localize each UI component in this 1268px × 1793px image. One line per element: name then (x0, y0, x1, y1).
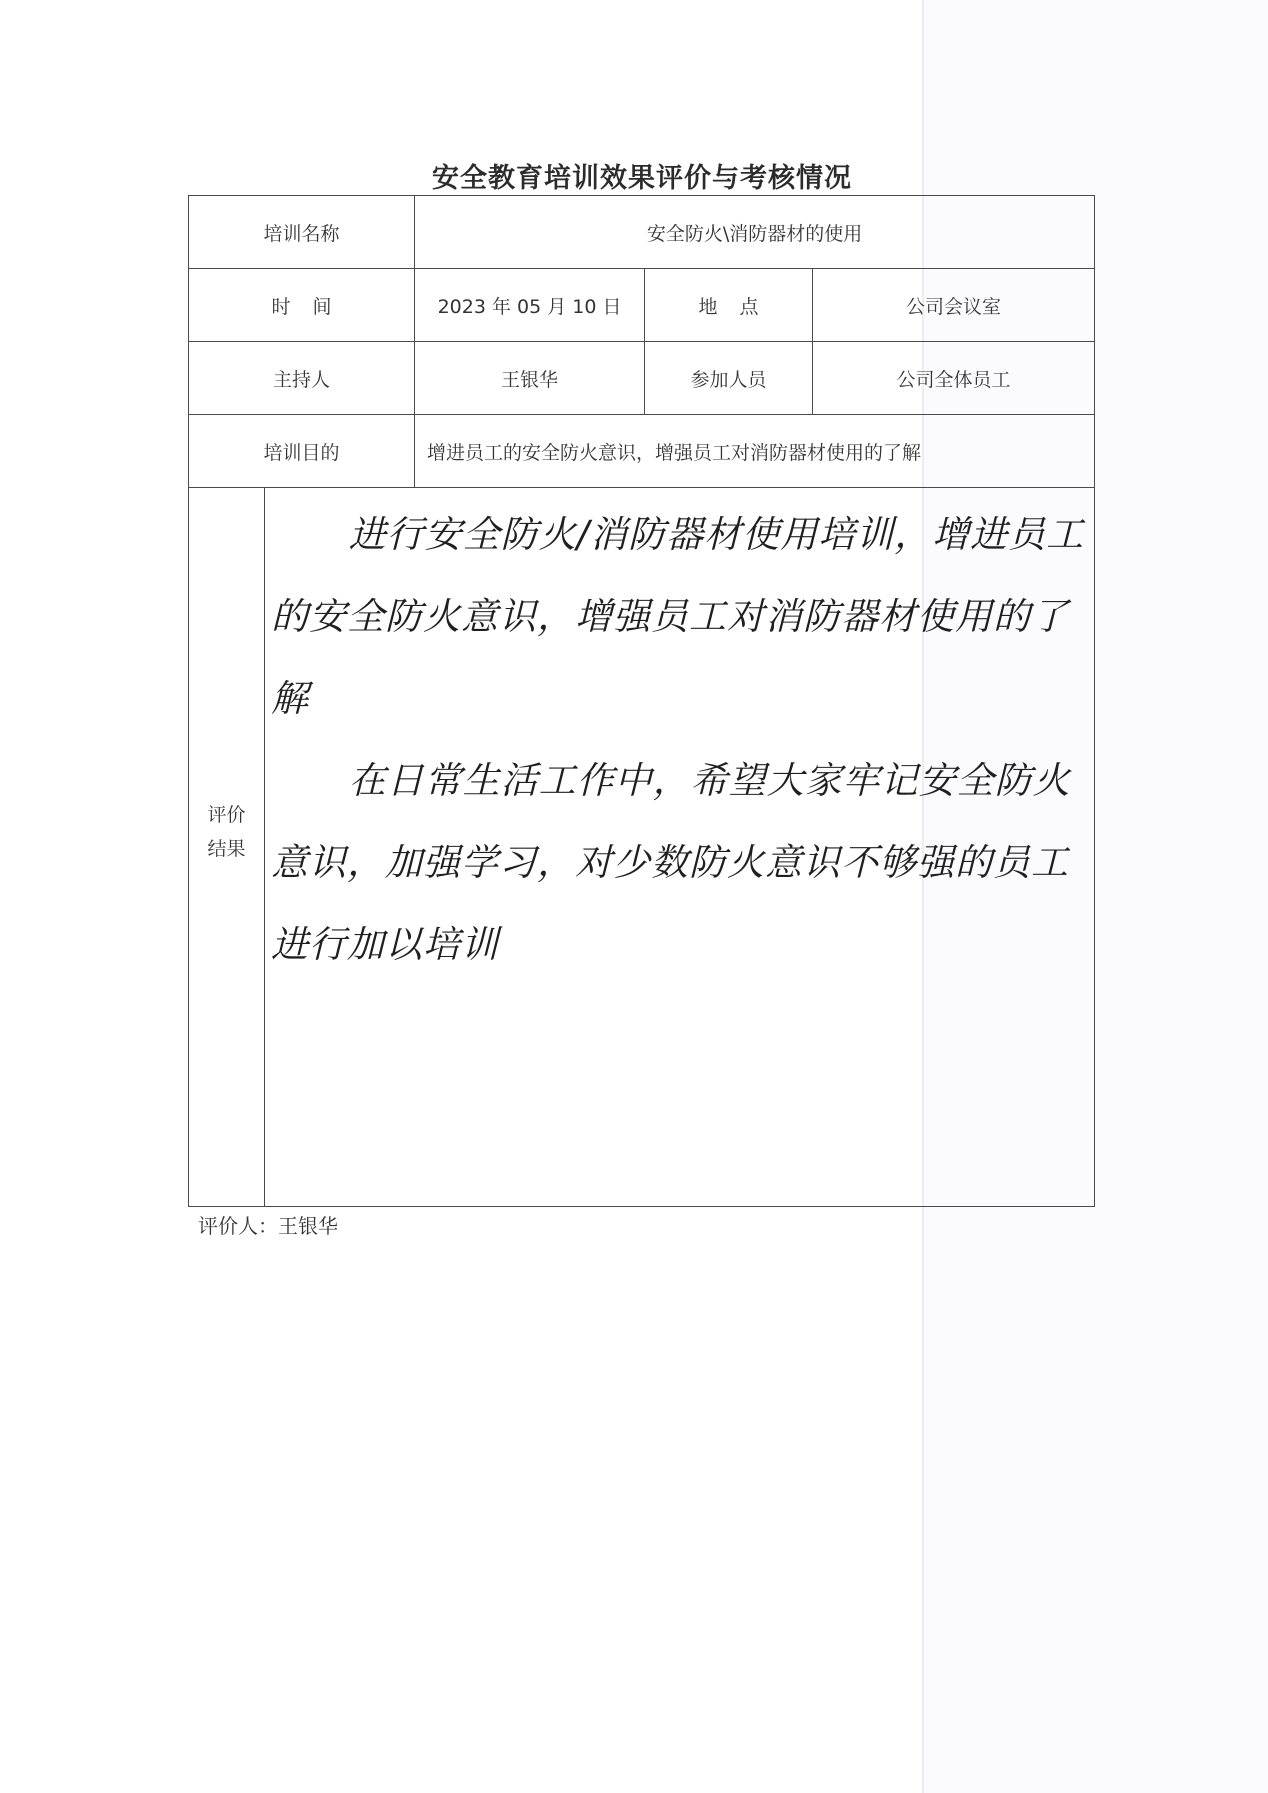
handwritten-paragraph-2: 在日常生活工作中，希望大家牢记安全防火意识，加强学习，对少数防火意识不够强的员工进行加以培训 (271, 759, 1071, 966)
training-name-value: 安全防火\消防器材的使用 (415, 196, 1095, 269)
host-label: 主持人 (189, 342, 415, 415)
participants-value: 公司全体员工 (813, 342, 1095, 415)
evaluation-result-area (265, 488, 1095, 1207)
evaluator-line (198, 1210, 338, 1239)
document-title: 安全教育培训效果评价与考核情况 (432, 163, 852, 194)
row-purpose (189, 415, 1095, 488)
evaluation-label-line1: 评价 (207, 804, 246, 826)
row-evaluation (189, 488, 1095, 1207)
time-value: 2023 年 05 月 10 日 (415, 269, 645, 342)
row-training-name (189, 196, 1095, 269)
time-label: 时间 (189, 269, 415, 342)
handwritten-evaluation (265, 488, 1094, 986)
evaluation-label (189, 488, 265, 1207)
location-value: 公司会议室 (813, 269, 1095, 342)
evaluation-label-line2: 结果 (207, 838, 246, 860)
row-time-location (189, 269, 1095, 342)
training-evaluation-form (188, 195, 1095, 1207)
purpose-label: 培训目的 (189, 415, 415, 488)
location-label: 地点 (645, 269, 813, 342)
handwritten-paragraph-1: 进行安全防火/消防器材使用培训，增进员工的安全防火意识，增强员工对消防器材使用的了解 (271, 513, 1085, 720)
training-name-label: 培训名称 (189, 196, 415, 269)
participants-label: 参加人员 (645, 342, 813, 415)
evaluator-name: 王银华 (278, 1214, 338, 1238)
row-host-participants (189, 342, 1095, 415)
evaluator-label: 评价人： (198, 1214, 278, 1238)
purpose-value: 增进员工的安全防火意识，增强员工对消防器材使用的了解 (415, 415, 1095, 488)
host-value: 王银华 (415, 342, 645, 415)
